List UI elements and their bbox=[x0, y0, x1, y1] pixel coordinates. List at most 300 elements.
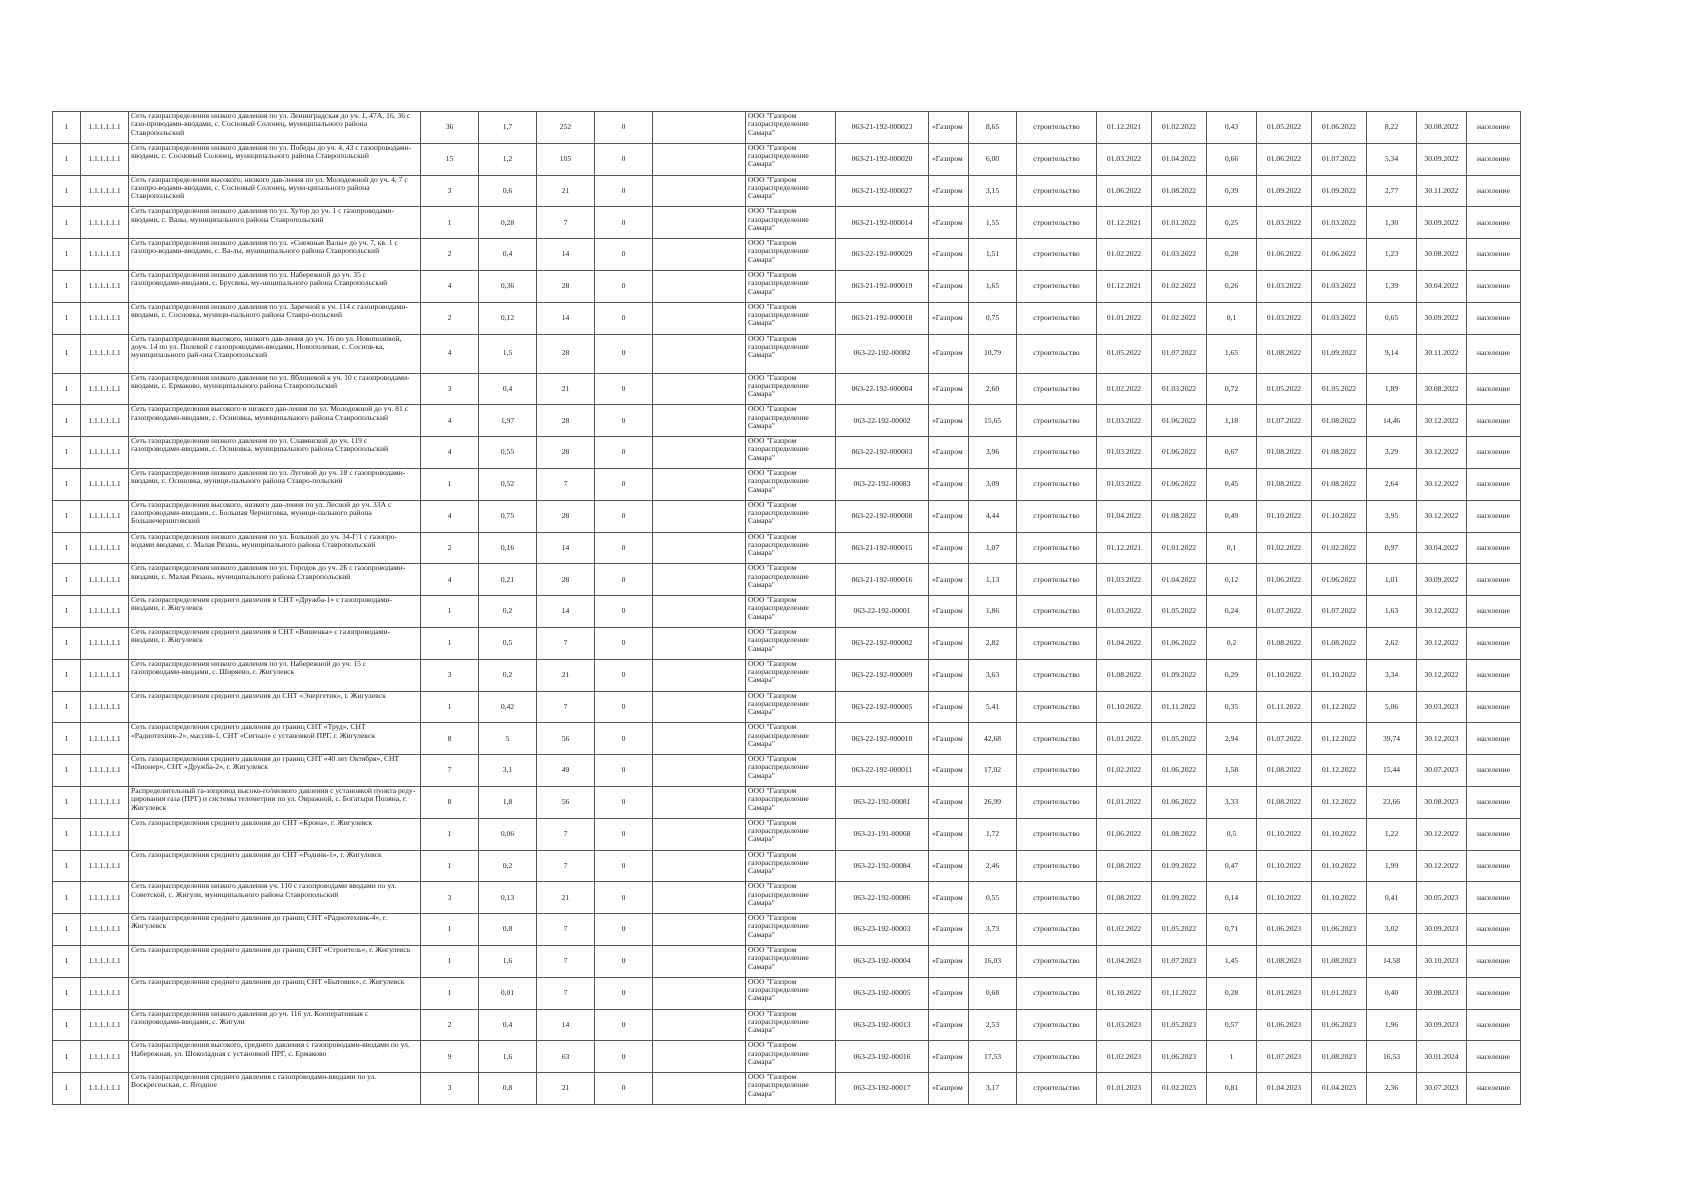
work-type: строительство bbox=[1017, 112, 1097, 144]
organization bbox=[746, 1073, 836, 1105]
capacity: 56 bbox=[537, 723, 595, 755]
contract-number: 063-21-192-000020 bbox=[836, 143, 929, 175]
contract-number: 063-21-192-000019 bbox=[836, 270, 929, 302]
capacity: 7 bbox=[537, 977, 595, 1009]
length-km: 0,12 bbox=[479, 302, 537, 334]
work-type: строительство bbox=[1017, 564, 1097, 596]
build-cost: 2,36 bbox=[1367, 1073, 1417, 1105]
length-km: 0,2 bbox=[479, 850, 537, 882]
value-count: 1 bbox=[421, 850, 479, 882]
empty-cell bbox=[653, 977, 746, 1009]
date-commissioning: 30.12.2022 bbox=[1417, 468, 1467, 500]
date-end-build: 01.02.2022 bbox=[1312, 532, 1367, 564]
date-end-build: 01.03.2022 bbox=[1312, 270, 1367, 302]
object-description-text: Сеть газораспределения высокого, низкого дав-ления по ул. Молодежной до уч. 4, 7 с газопро-водами-вводами, с. Сосновый Солонец, муни-ципального района Ставропольский bbox=[131, 175, 408, 201]
value-count: 9 bbox=[421, 1041, 479, 1073]
object-description bbox=[129, 755, 421, 787]
length-km: 1,2 bbox=[479, 143, 537, 175]
total-cost: 0,68 bbox=[969, 977, 1017, 1009]
empty-cell bbox=[653, 564, 746, 596]
value-zero: 0 bbox=[595, 691, 653, 723]
table-row bbox=[53, 334, 1521, 373]
date-start-build: 01.05.2022 bbox=[1257, 112, 1312, 144]
contract-number: 063-21-192-000014 bbox=[836, 207, 929, 239]
contract-number: 063-23-192-00004 bbox=[836, 945, 929, 977]
object-description-text: Распределительный га-зопровод высоко-го/низкого давления с установкой пункта реду-цирования газа (ПРГ) и системы телеметрии по ул. Овражной, с. Богатыри Поляна, г. Жигулевск bbox=[131, 786, 416, 812]
date-start-build: 01.08.2022 bbox=[1257, 786, 1312, 818]
object-description-text: Сеть газораспределения среднего давления в СНТ «Вишенка» с газопроводами-вводами, г. Жигулевск bbox=[131, 627, 391, 645]
date-start-design: 01.08.2022 bbox=[1097, 659, 1152, 691]
date-start-design: 01.03.2022 bbox=[1097, 143, 1152, 175]
organization bbox=[746, 207, 836, 239]
date-end-design: 01.05.2022 bbox=[1152, 914, 1207, 946]
consumer-category: население bbox=[1467, 405, 1521, 437]
total-cost: 0,75 bbox=[969, 302, 1017, 334]
object-description-text: Сеть газораспределения высокого и низкого дав-ления по ул. Молодежной до уч. 81 с газопроводами-вводами, с. Осиновка, муниципального района Ставропольский bbox=[131, 405, 409, 422]
design-cost: 0,67 bbox=[1207, 437, 1257, 469]
consumer-category: население bbox=[1467, 207, 1521, 239]
object-description bbox=[129, 532, 421, 564]
capacity: 7 bbox=[537, 850, 595, 882]
capacity: 14 bbox=[537, 239, 595, 271]
work-type: строительство bbox=[1017, 723, 1097, 755]
organization bbox=[746, 850, 836, 882]
organization bbox=[746, 627, 836, 659]
value-zero: 0 bbox=[595, 302, 653, 334]
date-end-design: 01.03.2022 bbox=[1152, 373, 1207, 405]
date-start-design: 01.12.2021 bbox=[1097, 270, 1152, 302]
organization bbox=[746, 270, 836, 302]
table-row bbox=[53, 659, 1521, 691]
empty-cell bbox=[653, 914, 746, 946]
table-row bbox=[53, 532, 1521, 564]
row-number: 1 bbox=[53, 373, 81, 405]
date-start-design: 01.01.2022 bbox=[1097, 723, 1152, 755]
owner: «Газпром bbox=[929, 373, 969, 405]
owner: «Газпром bbox=[929, 500, 969, 532]
value-zero: 0 bbox=[595, 945, 653, 977]
date-end-build: 01.07.2022 bbox=[1312, 143, 1367, 175]
work-type: строительство bbox=[1017, 207, 1097, 239]
value-zero: 0 bbox=[595, 270, 653, 302]
owner: «Газпром bbox=[929, 786, 969, 818]
organization bbox=[746, 500, 836, 532]
empty-cell bbox=[653, 405, 746, 437]
contract-number: 063-22-192-00081 bbox=[836, 786, 929, 818]
date-end-build: 01.12.2022 bbox=[1312, 723, 1367, 755]
date-start-design: 01.03.2022 bbox=[1097, 564, 1152, 596]
value-count: 2 bbox=[421, 302, 479, 334]
table-row bbox=[53, 112, 1521, 144]
total-cost: 8,65 bbox=[969, 112, 1017, 144]
organization-text: ООО "Газпром газораспределение Самара" bbox=[748, 850, 809, 876]
consumer-category: население bbox=[1467, 850, 1521, 882]
value-zero: 0 bbox=[595, 468, 653, 500]
value-count: 2 bbox=[421, 532, 479, 564]
date-start-design: 01.12.2021 bbox=[1097, 532, 1152, 564]
row-number: 1 bbox=[53, 1009, 81, 1041]
date-start-design: 01.02.2022 bbox=[1097, 373, 1152, 405]
organization bbox=[746, 405, 836, 437]
work-type: строительство bbox=[1017, 945, 1097, 977]
date-end-build: 01.08.2023 bbox=[1312, 945, 1367, 977]
value-zero: 0 bbox=[595, 334, 653, 373]
table-row bbox=[53, 302, 1521, 334]
length-km: 0,4 bbox=[479, 1009, 537, 1041]
design-cost: 1,58 bbox=[1207, 755, 1257, 787]
owner: «Газпром bbox=[929, 1009, 969, 1041]
value-zero: 0 bbox=[595, 1009, 653, 1041]
build-cost: 15,44 bbox=[1367, 755, 1417, 787]
object-description bbox=[129, 786, 421, 818]
consumer-category: население bbox=[1467, 564, 1521, 596]
date-end-design: 01.06.2022 bbox=[1152, 627, 1207, 659]
object-description bbox=[129, 500, 421, 532]
object-description-text: Сеть газораспределения высокого, среднего давления с газопроводами-вводами по ул. Набережная, ул. Шоколадная с установкой ПРГ, с. Ермаково bbox=[131, 1041, 410, 1058]
value-zero: 0 bbox=[595, 405, 653, 437]
owner: «Газпром bbox=[929, 691, 969, 723]
capacity: 105 bbox=[537, 143, 595, 175]
table-row bbox=[53, 945, 1521, 977]
object-code: 1.1.1.1.1.1 bbox=[81, 302, 129, 334]
capacity: 28 bbox=[537, 437, 595, 469]
row-number: 1 bbox=[53, 850, 81, 882]
organization bbox=[746, 175, 836, 207]
date-end-build: 01.06.2022 bbox=[1312, 239, 1367, 271]
empty-cell bbox=[653, 373, 746, 405]
owner: «Газпром bbox=[929, 302, 969, 334]
row-number: 1 bbox=[53, 755, 81, 787]
organization bbox=[746, 786, 836, 818]
date-end-design: 01.07.2023 bbox=[1152, 945, 1207, 977]
table-row bbox=[53, 914, 1521, 946]
object-description bbox=[129, 659, 421, 691]
work-type: строительство bbox=[1017, 532, 1097, 564]
value-count: 4 bbox=[421, 500, 479, 532]
date-start-design: 01.02.2022 bbox=[1097, 914, 1152, 946]
consumer-category: население bbox=[1467, 437, 1521, 469]
length-km: 0,42 bbox=[479, 691, 537, 723]
organization-text: ООО "Газпром газораспределение Самара" bbox=[748, 112, 809, 137]
organization bbox=[746, 564, 836, 596]
organization bbox=[746, 945, 836, 977]
organization bbox=[746, 882, 836, 914]
owner: «Газпром bbox=[929, 723, 969, 755]
consumer-category: население bbox=[1467, 977, 1521, 1009]
capacity: 21 bbox=[537, 373, 595, 405]
object-description-text: Сеть газораспределения среднего давления до границ СНТ «Строитель», г. Жигулевск bbox=[131, 945, 411, 954]
capacity: 28 bbox=[537, 564, 595, 596]
row-number: 1 bbox=[53, 532, 81, 564]
contract-number: 063-23-192-00013 bbox=[836, 1009, 929, 1041]
work-type: строительство bbox=[1017, 405, 1097, 437]
row-number: 1 bbox=[53, 405, 81, 437]
date-commissioning: 30.10.2023 bbox=[1417, 945, 1467, 977]
object-description-text: Сеть газораспределения низкого давления по ул. Большой до уч. 34-Г/1 с газопро-водами вводами, с. Малая Рязань, муниципального района Ставропольский bbox=[131, 532, 397, 549]
length-km: 0,55 bbox=[479, 437, 537, 469]
owner: «Газпром bbox=[929, 405, 969, 437]
date-end-design: 01.11.2022 bbox=[1152, 691, 1207, 723]
length-km: 3,1 bbox=[479, 755, 537, 787]
date-start-design: 01.02.2022 bbox=[1097, 239, 1152, 271]
object-code: 1.1.1.1.1.1 bbox=[81, 723, 129, 755]
table-row bbox=[53, 373, 1521, 405]
object-code: 1.1.1.1.1.1 bbox=[81, 500, 129, 532]
date-start-design: 01.03.2022 bbox=[1097, 437, 1152, 469]
total-cost: 4,44 bbox=[969, 500, 1017, 532]
object-description bbox=[129, 818, 421, 850]
capacity: 56 bbox=[537, 786, 595, 818]
row-number: 1 bbox=[53, 564, 81, 596]
capacity: 28 bbox=[537, 500, 595, 532]
row-number: 1 bbox=[53, 818, 81, 850]
consumer-category: население bbox=[1467, 945, 1521, 977]
consumer-category: население bbox=[1467, 175, 1521, 207]
date-commissioning: 30.08.2022 bbox=[1417, 112, 1467, 144]
organization-text: ООО "Газпром газораспределение Самара" bbox=[748, 1041, 809, 1066]
object-code: 1.1.1.1.1.1 bbox=[81, 1041, 129, 1073]
consumer-category: население bbox=[1467, 239, 1521, 271]
table-row bbox=[53, 786, 1521, 818]
date-end-design: 01.02.2022 bbox=[1152, 302, 1207, 334]
date-start-build: 01.01.2023 bbox=[1257, 977, 1312, 1009]
total-cost: 2,60 bbox=[969, 373, 1017, 405]
build-cost: 3,34 bbox=[1367, 659, 1417, 691]
length-km: 0,5 bbox=[479, 627, 537, 659]
organization-text: ООО "Газпром газораспределение Самара" bbox=[748, 755, 809, 780]
work-type: строительство bbox=[1017, 882, 1097, 914]
object-description-text: Сеть газораспределения среднего давления до СНТ «Родник-1», г. Жигулевск bbox=[131, 850, 382, 859]
date-start-build: 01.03.2022 bbox=[1257, 302, 1312, 334]
value-count: 2 bbox=[421, 1009, 479, 1041]
object-code: 1.1.1.1.1.1 bbox=[81, 627, 129, 659]
date-commissioning: 30.07.2023 bbox=[1417, 1073, 1467, 1105]
value-zero: 0 bbox=[595, 564, 653, 596]
date-start-build: 01.10.2022 bbox=[1257, 818, 1312, 850]
date-commissioning: 30.01.2024 bbox=[1417, 1041, 1467, 1073]
object-code: 1.1.1.1.1.1 bbox=[81, 437, 129, 469]
table-row bbox=[53, 755, 1521, 787]
date-start-design: 01.01.2022 bbox=[1097, 786, 1152, 818]
value-zero: 0 bbox=[595, 500, 653, 532]
value-count: 3 bbox=[421, 882, 479, 914]
date-commissioning: 30.12.2022 bbox=[1417, 437, 1467, 469]
object-code: 1.1.1.1.1.1 bbox=[81, 334, 129, 373]
value-count: 1 bbox=[421, 207, 479, 239]
object-code: 1.1.1.1.1.1 bbox=[81, 207, 129, 239]
build-cost: 3,02 bbox=[1367, 914, 1417, 946]
value-zero: 0 bbox=[595, 239, 653, 271]
work-type: строительство bbox=[1017, 786, 1097, 818]
date-end-design: 01.07.2022 bbox=[1152, 334, 1207, 373]
total-cost: 3,09 bbox=[969, 468, 1017, 500]
object-code: 1.1.1.1.1.1 bbox=[81, 818, 129, 850]
value-zero: 0 bbox=[595, 882, 653, 914]
organization bbox=[746, 596, 836, 628]
empty-cell bbox=[653, 1041, 746, 1073]
empty-cell bbox=[653, 659, 746, 691]
owner: «Газпром bbox=[929, 818, 969, 850]
empty-cell bbox=[653, 596, 746, 628]
date-end-build: 01.07.2022 bbox=[1312, 596, 1367, 628]
date-end-build: 01.06.2023 bbox=[1312, 914, 1367, 946]
date-start-design: 01.01.2022 bbox=[1097, 302, 1152, 334]
table-row bbox=[53, 691, 1521, 723]
date-start-build: 01.08.2022 bbox=[1257, 627, 1312, 659]
object-code: 1.1.1.1.1.1 bbox=[81, 691, 129, 723]
date-commissioning: 30.08.2022 bbox=[1417, 239, 1467, 271]
total-cost: 1,07 bbox=[969, 532, 1017, 564]
row-number: 1 bbox=[53, 239, 81, 271]
date-end-build: 01.08.2022 bbox=[1312, 468, 1367, 500]
row-number: 1 bbox=[53, 207, 81, 239]
owner: «Газпром bbox=[929, 270, 969, 302]
owner: «Газпром bbox=[929, 755, 969, 787]
object-code: 1.1.1.1.1.1 bbox=[81, 468, 129, 500]
design-cost: 0,39 bbox=[1207, 175, 1257, 207]
empty-cell bbox=[653, 1009, 746, 1041]
organization bbox=[746, 1041, 836, 1073]
organization-text: ООО "Газпром газораспределение Самара" bbox=[748, 239, 809, 264]
value-count: 1 bbox=[421, 691, 479, 723]
date-end-build: 01.05.2022 bbox=[1312, 373, 1367, 405]
date-start-design: 01.06.2022 bbox=[1097, 818, 1152, 850]
consumer-category: население bbox=[1467, 786, 1521, 818]
work-type: строительство bbox=[1017, 334, 1097, 373]
capacity: 21 bbox=[537, 659, 595, 691]
row-number: 1 bbox=[53, 914, 81, 946]
design-cost: 0,12 bbox=[1207, 564, 1257, 596]
consumer-category: население bbox=[1467, 1009, 1521, 1041]
organization bbox=[746, 755, 836, 787]
value-count: 4 bbox=[421, 564, 479, 596]
date-start-build: 01.10.2022 bbox=[1257, 659, 1312, 691]
work-type: строительство bbox=[1017, 691, 1097, 723]
empty-cell bbox=[653, 818, 746, 850]
length-km: 1,7 bbox=[479, 112, 537, 144]
empty-cell bbox=[653, 112, 746, 144]
work-type: строительство bbox=[1017, 1009, 1097, 1041]
work-type: строительство bbox=[1017, 373, 1097, 405]
empty-cell bbox=[653, 532, 746, 564]
date-commissioning: 30.09.2022 bbox=[1417, 143, 1467, 175]
date-end-build: 01.08.2023 bbox=[1312, 1041, 1367, 1073]
object-description bbox=[129, 723, 421, 755]
design-cost: 1,45 bbox=[1207, 945, 1257, 977]
contract-number: 063-22-192-00086 bbox=[836, 882, 929, 914]
value-zero: 0 bbox=[595, 532, 653, 564]
date-commissioning: 30.12.2022 bbox=[1417, 818, 1467, 850]
value-count: 8 bbox=[421, 786, 479, 818]
length-km: 0,36 bbox=[479, 270, 537, 302]
value-count: 4 bbox=[421, 437, 479, 469]
total-cost: 1,86 bbox=[969, 596, 1017, 628]
build-cost: 16,53 bbox=[1367, 1041, 1417, 1073]
value-count: 3 bbox=[421, 659, 479, 691]
capacity: 7 bbox=[537, 818, 595, 850]
object-code: 1.1.1.1.1.1 bbox=[81, 564, 129, 596]
value-count: 1 bbox=[421, 914, 479, 946]
value-zero: 0 bbox=[595, 437, 653, 469]
contract-number: 063-22-192-000002 bbox=[836, 627, 929, 659]
value-count: 1 bbox=[421, 977, 479, 1009]
object-description bbox=[129, 850, 421, 882]
value-count: 4 bbox=[421, 405, 479, 437]
object-description bbox=[129, 373, 421, 405]
empty-cell bbox=[653, 239, 746, 271]
object-description-text: Сеть газораспределения среднего давления до границ СНТ «Труд», СНТ «Радиотехник-2», массив-1, СНТ «Сигнал» с установкой ПРГ, г. Жигулевск bbox=[131, 723, 375, 740]
object-description bbox=[129, 1073, 421, 1105]
date-end-build: 01.09.2022 bbox=[1312, 175, 1367, 207]
total-cost: 17,53 bbox=[969, 1041, 1017, 1073]
total-cost: 1,55 bbox=[969, 207, 1017, 239]
date-end-build: 01.06.2022 bbox=[1312, 564, 1367, 596]
design-cost: 0,24 bbox=[1207, 596, 1257, 628]
build-cost: 14,58 bbox=[1367, 945, 1417, 977]
value-zero: 0 bbox=[595, 786, 653, 818]
capacity: 28 bbox=[537, 405, 595, 437]
date-commissioning: 30.09.2023 bbox=[1417, 1009, 1467, 1041]
owner: «Газпром bbox=[929, 945, 969, 977]
date-end-design: 01.08.2022 bbox=[1152, 175, 1207, 207]
organization-text: ООО "Газпром газораспределение Самара" bbox=[748, 596, 809, 621]
capacity: 14 bbox=[537, 532, 595, 564]
row-number: 1 bbox=[53, 112, 81, 144]
consumer-category: население bbox=[1467, 723, 1521, 755]
design-cost: 0,1 bbox=[1207, 302, 1257, 334]
consumer-category: население bbox=[1467, 143, 1521, 175]
consumer-category: население bbox=[1467, 112, 1521, 144]
length-km: 1,5 bbox=[479, 334, 537, 373]
investment-program-table bbox=[52, 111, 1521, 1105]
work-type: строительство bbox=[1017, 977, 1097, 1009]
object-description-text: Сеть газораспределения низкого давления по ул. Заречной к уч. 114 с газопроводами-вводами, с. Сосновка, муници-пального района Ставро-польский bbox=[131, 302, 408, 320]
object-code: 1.1.1.1.1.1 bbox=[81, 755, 129, 787]
work-type: строительство bbox=[1017, 143, 1097, 175]
value-zero: 0 bbox=[595, 850, 653, 882]
table-row bbox=[53, 1009, 1521, 1041]
organization-text: ООО "Газпром газораспределение Самара" bbox=[748, 786, 809, 812]
organization bbox=[746, 818, 836, 850]
date-end-build: 01.12.2022 bbox=[1312, 691, 1367, 723]
length-km: 0,2 bbox=[479, 659, 537, 691]
design-cost: 0,81 bbox=[1207, 1073, 1257, 1105]
row-number: 1 bbox=[53, 175, 81, 207]
organization-text: ООО "Газпром газораспределение Самара" bbox=[748, 500, 809, 526]
date-start-build: 01.10.2022 bbox=[1257, 882, 1312, 914]
organization-text: ООО "Газпром газораспределение Самара" bbox=[748, 659, 809, 685]
consumer-category: население bbox=[1467, 334, 1521, 373]
owner: «Газпром bbox=[929, 207, 969, 239]
date-end-design: 01.04.2022 bbox=[1152, 564, 1207, 596]
date-start-build: 01.07.2022 bbox=[1257, 405, 1312, 437]
date-start-build: 01.08.2022 bbox=[1257, 334, 1312, 373]
total-cost: 3,17 bbox=[969, 1073, 1017, 1105]
object-code: 1.1.1.1.1.1 bbox=[81, 1073, 129, 1105]
row-number: 1 bbox=[53, 143, 81, 175]
total-cost: 3,73 bbox=[969, 914, 1017, 946]
capacity: 7 bbox=[537, 945, 595, 977]
date-end-design: 01.06.2022 bbox=[1152, 468, 1207, 500]
owner: «Газпром bbox=[929, 175, 969, 207]
date-end-build: 01.12.2022 bbox=[1312, 786, 1367, 818]
object-description bbox=[129, 302, 421, 334]
table-row bbox=[53, 564, 1521, 596]
organization-text: ООО "Газпром газораспределение Самара" bbox=[748, 437, 809, 462]
design-cost: 0,29 bbox=[1207, 659, 1257, 691]
date-commissioning: 30.11.2022 bbox=[1417, 334, 1467, 373]
date-end-build: 01.08.2022 bbox=[1312, 627, 1367, 659]
